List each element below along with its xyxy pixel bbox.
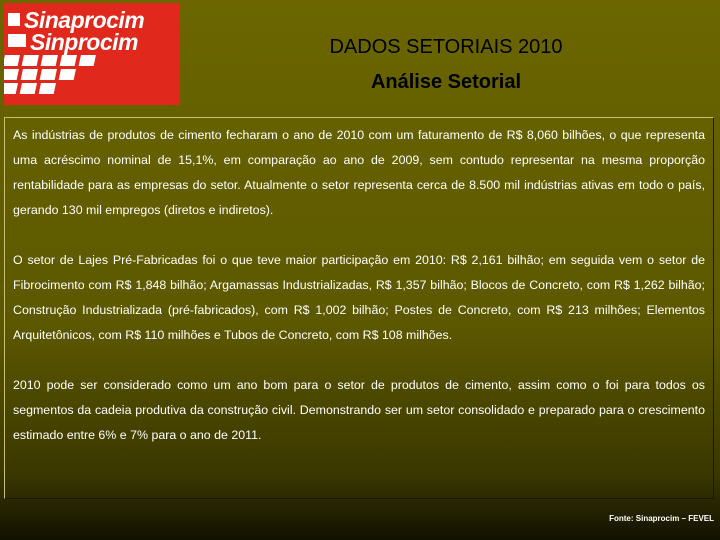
paragraph-outlook: 2010 pode ser considerado como um ano bom para o setor de produtos de cimento, assim como o foi para todos os segmentos da cadeia produtiva da construção civil. Demonstrando ser um setor consolidado e preparado para o crescimento estimado entre 6% e 7% para o ano de 2011. (13, 378, 705, 442)
paragraph-segments: O setor de Lajes Pré-Fabricadas foi o que teve maior participação em 2010: R$ 2,161 bilhão; em seguida vem o setor de Fibrocimento com R$ 1,848 bilhão; Argamassas Industrializadas, R$ 1,357 bilhão; Blocos de Concreto, com R$ 1,262 bilhão; Construção Industrializada (pré-fabricados), com R$ 1,002 bilhão; Postes de Concreto, com R$ 213 milhões; Elementos Arquitetônicos, com R$ 110 milhões e Tubos de Concreto, com R$ 108 milhões. (13, 253, 705, 342)
page-subtitle: Análise Setorial (370, 71, 522, 93)
page-title: DADOS SETORIAIS 2010 (329, 36, 563, 58)
logo (4, 3, 180, 105)
logo-line1: Sinaprocim (24, 7, 145, 33)
logo-line2: Sinprocim (30, 29, 138, 55)
content-box (4, 117, 714, 499)
paragraph-overview: As indústrias de produtos de cimento fecharam o ano de 2010 com um faturamento de R$ 8,060 bilhões, o que representa uma acréscimo nominal de 15,1%, em comparação ao ano de 2009, sem contudo representar na mesma proporção rentabilidade para as empresas do setor. Atualmente o setor representa cerca de 8.500 mil indústrias ativas em todo o país, gerando 130 mil empregos (diretos e indiretos). (13, 128, 705, 217)
source-footnote: Fonte: Sinaprocim – FEVEL (609, 514, 714, 523)
